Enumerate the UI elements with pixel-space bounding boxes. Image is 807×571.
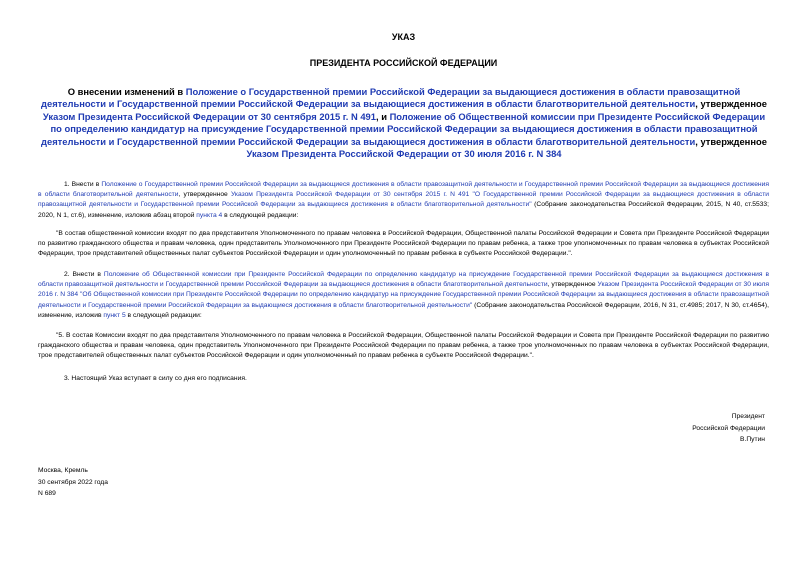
signature-office: Российской Федерации xyxy=(692,424,765,432)
paragraph-2 xyxy=(38,270,769,321)
subject-text-2: , утвержденное xyxy=(695,98,767,110)
p2-text-4: в следующей редакции: xyxy=(125,311,202,319)
signature-block xyxy=(692,411,765,446)
p1-link-decree-491[interactable]: Указом Президента Российской Федерации от 30 сентября 2015 г. N 491 "О Государственной премии Российской Федерации за выдающиеся достижения в области правозащитной деятельности и Государственной премии Российской Федерации за выдающиеся достижения в области благотворительной деятельности" xyxy=(38,191,769,209)
document-subject xyxy=(36,86,772,160)
decree-number: N 689 xyxy=(38,490,56,497)
subject-link-decree-491[interactable]: Указом Президента Российской Федерации от 30 сентября 2015 г. N 491 xyxy=(42,110,376,122)
signature-name: В.Путин xyxy=(740,436,765,443)
p1-text-2: , утвержденное xyxy=(178,191,231,199)
subject-link-decree-384[interactable]: Указом Президента Российской Федерации от 30 июля 2016 г. N 384 xyxy=(246,148,562,160)
subject-link-regulation-commission[interactable]: Положение об Общественной комиссии при Президенте Российской Федерации по определению кандидатур на присуждение Государственной премии Российской Федерации за выдающиеся достижения в области правозащитной деятельности и Государственной премии Российской Федерации за выдающиеся достижения в области благотворительной деятельности xyxy=(41,110,766,147)
p2-link-item-5[interactable]: пункт 5 xyxy=(103,311,126,319)
p1-link-item-4[interactable]: пункта 4 xyxy=(196,211,223,219)
place-date-block xyxy=(38,465,108,500)
subject-link-regulation-prize[interactable]: Положение о Государственной премии Российской Федерации за выдающиеся достижения в области правозащитной деятельности и Государственной премии Российской Федерации за выдающиеся достижения в области благотворительной деятельности xyxy=(41,86,741,110)
p1-text-3: (Собрание законодательства Российской Федерации, 2015, N 40, ст.5533; 2020, N 1, ст.6), изменение, изложив абзац второй xyxy=(38,201,769,219)
place-date: 30 сентября 2022 года xyxy=(38,478,108,486)
paragraph-3: 3. Настоящий Указ вступает в силу со дня его подписания. xyxy=(64,375,247,382)
subject-text-1: О внесении изменений в xyxy=(67,86,186,97)
quote-2: "5. В состав Комиссии входят по два представителя Уполномоченного по правам человека в Российской Федерации, Общественной палаты Российской Федерации и Совета при Президенте Российской Федерации по развитию гражданского общества и правам человека, один представитель Уполномоченного при Президенте Российской Федерации по правам ребенка, а также трое уполномоченных по правам человека в субъектах Российской Федерации, трое представителей общественных палат субъектов Российской Федерации и один уполномоченный по правам ребенка в субъекте Российской Федерации.". xyxy=(38,332,769,360)
p1-text-4: в следующей редакции: xyxy=(222,211,299,219)
p2-link-regulation[interactable]: Положение об Общественной комиссии при Президенте Российской Федерации по определению кандидатур на присуждение Государственной премии Российской Федерации за выдающиеся достижения в области правозащитной деятельности и Государственной премии Российской Федерации за выдающиеся достижения в области благотворительной деятельности xyxy=(38,271,769,289)
subject-text-4: , утвержденное xyxy=(695,135,767,147)
p2-text-3: (Собрание законодательства Российской Федерации, 2016, N 31, ст.4985; 2017, N 30, ст.4654), изменение, изложив xyxy=(38,301,769,319)
p1-text-1: 1. Внести в xyxy=(64,181,102,188)
signature-title: Президент xyxy=(731,413,765,420)
document-issuer: ПРЕЗИДЕНТА РОССИЙСКОЙ ФЕДЕРАЦИИ xyxy=(309,58,498,68)
p2-text-1: 2. Внести в xyxy=(64,271,104,278)
paragraph-1 xyxy=(38,180,769,221)
subject-text-3: , и xyxy=(375,110,390,122)
p1-link-regulation[interactable]: Положение о Государственной премии Российской Федерации за выдающиеся достижения в области правозащитной деятельности и Государственной премии Российской Федерации за выдающиеся достижения в области благотворительной деятельности xyxy=(38,181,769,199)
place-city: Москва, Кремль xyxy=(38,467,88,474)
p2-text-2: , утвержденное xyxy=(547,281,598,289)
p2-link-decree-384[interactable]: Указом Президента Российской Федерации от 30 июля 2016 г. N 384 "Об Общественной комиссии при Президенте Российской Федерации по определению кандидатур на присуждение Государственной премии Российской Федерации за выдающиеся достижения в области правозащитной деятельности и Государственной премии Российской Федерации за выдающиеся достижения в области благотворительной деятельности" xyxy=(38,281,769,309)
quote-1: "В состав общественной комиссии входят по два представителя Уполномоченного по правам человека в Российской Федерации, Общественной палаты Российской Федерации и Совета при Президенте Российской Федерации по развитию гражданского общества и правам человека, один представитель Уполномоченного при Президенте Российской Федерации по правам ребенка, а также трое уполномоченных по правам человека в субъектах Российской Федерации, трое представителей общественных палат субъектов Российской Федерации и один уполномоченный по правам ребенка в субъекте Российской Федерации.". xyxy=(38,230,769,258)
document-title: УКАЗ xyxy=(391,32,416,42)
